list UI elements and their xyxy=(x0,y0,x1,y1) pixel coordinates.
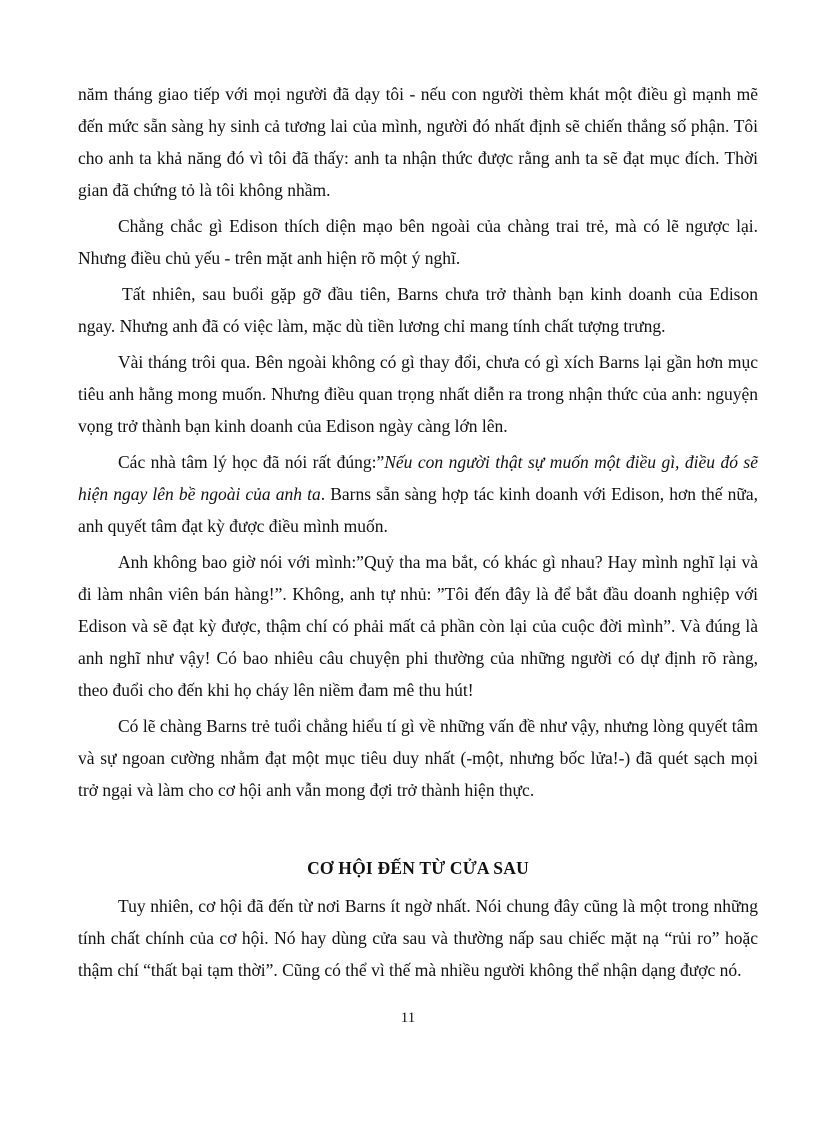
psychologists-quote: Nếu con người thật sự muốn một điều gì, điều đó sẽ hiện ngay lên bề ngoài của anh ta xyxy=(78,452,759,504)
paragraph-edison-appearance: Chẳng chắc gì Edison thích diện mạo bên ngoài của chàng trai trẻ, mà có lẽ ngược lại. Nhưng điều chủ yếu - trên mặt anh hiện rõ một ý nghĩ. xyxy=(78,216,758,268)
psychologists-text-after: . Barns sẵn sàng hợp tác kinh doanh với Edison, hơn thế nữa, anh quyết tâm đạt kỳ được điều mình muốn. xyxy=(78,484,758,536)
paragraph-first-meeting: Tất nhiên, sau buổi gặp gỡ đầu tiên, Barns chưa trở thành bạn kinh doanh của Edison ngay. Nhưng anh đã có việc làm, mặc dù tiền lương chỉ mang tính chất tượng trưng. xyxy=(78,284,758,336)
paragraph-months-passed: Vài tháng trôi qua. Bên ngoài không có gì thay đổi, chưa có gì xích Barns lại gần hơn mục tiêu anh hằng mong muốn. Nhưng điều quan trọng nhất diễn ra trong nhận thức của anh: nguyện vọng trở thành bạn kinh doanh của Edison ngày càng lớn lên. xyxy=(78,352,758,436)
paragraph-psychologists xyxy=(78,446,758,542)
page-number: 11 xyxy=(400,1010,416,1026)
psychologists-text-before: Các nhà tâm lý học đã nói rất đúng:” xyxy=(118,452,385,472)
paragraph-never-said: Anh không bao giờ nói với mình:”Quỷ tha ma bắt, có khác gì nhau? Hay mình nghĩ lại và đi làm nhân viên bán hàng!”. Không, anh tự nhủ: ”Tôi đến đây là để bắt đầu doanh nghiệp với Edison và sẽ đạt kỳ được, thậm chí có phải mất cả phần còn lại của cuộc đời mình”. Và đúng là anh nghĩ như vậy! Có bao nhiêu câu chuyện phi thường của những người có dự định rõ ràng, theo đuổi cho đến khi họ cháy lên niềm đam mê thu hút! xyxy=(78,552,758,700)
paragraph-young-barns: Có lẽ chàng Barns trẻ tuổi chẳng hiểu tí gì về những vấn đề như vậy, nhưng lòng quyết tâm và sự ngoan cường nhằm đạt một mục tiêu duy nhất (-một, nhưng bốc lửa!-) đã quét sạch mọi trở ngại và làm cho cơ hội anh vẫn mong đợi trở thành hiện thực. xyxy=(78,716,758,800)
section-heading: CƠ HỘI ĐẾN TỪ CỬA SAU xyxy=(307,858,529,878)
paragraph-continuation: năm tháng giao tiếp với mọi người đã dạy tôi - nếu con người thèm khát một điều gì mạnh mẽ đến mức sẵn sàng hy sinh cả tương lai của mình, người đó nhất định sẽ chiến thắng số phận. Tôi cho anh ta khả năng đó vì tôi đã thấy: anh ta nhận thức được rằng anh ta sẽ đạt mục đích. Thời gian đã chứng tỏ là tôi không nhầm. xyxy=(78,84,758,200)
paragraph-opportunity: Tuy nhiên, cơ hội đã đến từ nơi Barns ít ngờ nhất. Nói chung đây cũng là một trong những tính chất chính của cơ hội. Nó hay dùng cửa sau và thường nấp sau chiếc mặt nạ “rủi ro” hoặc thậm chí “thất bại tạm thời”. Cũng có thể vì thế mà nhiều người không thể nhận dạng được nó. xyxy=(78,896,758,980)
